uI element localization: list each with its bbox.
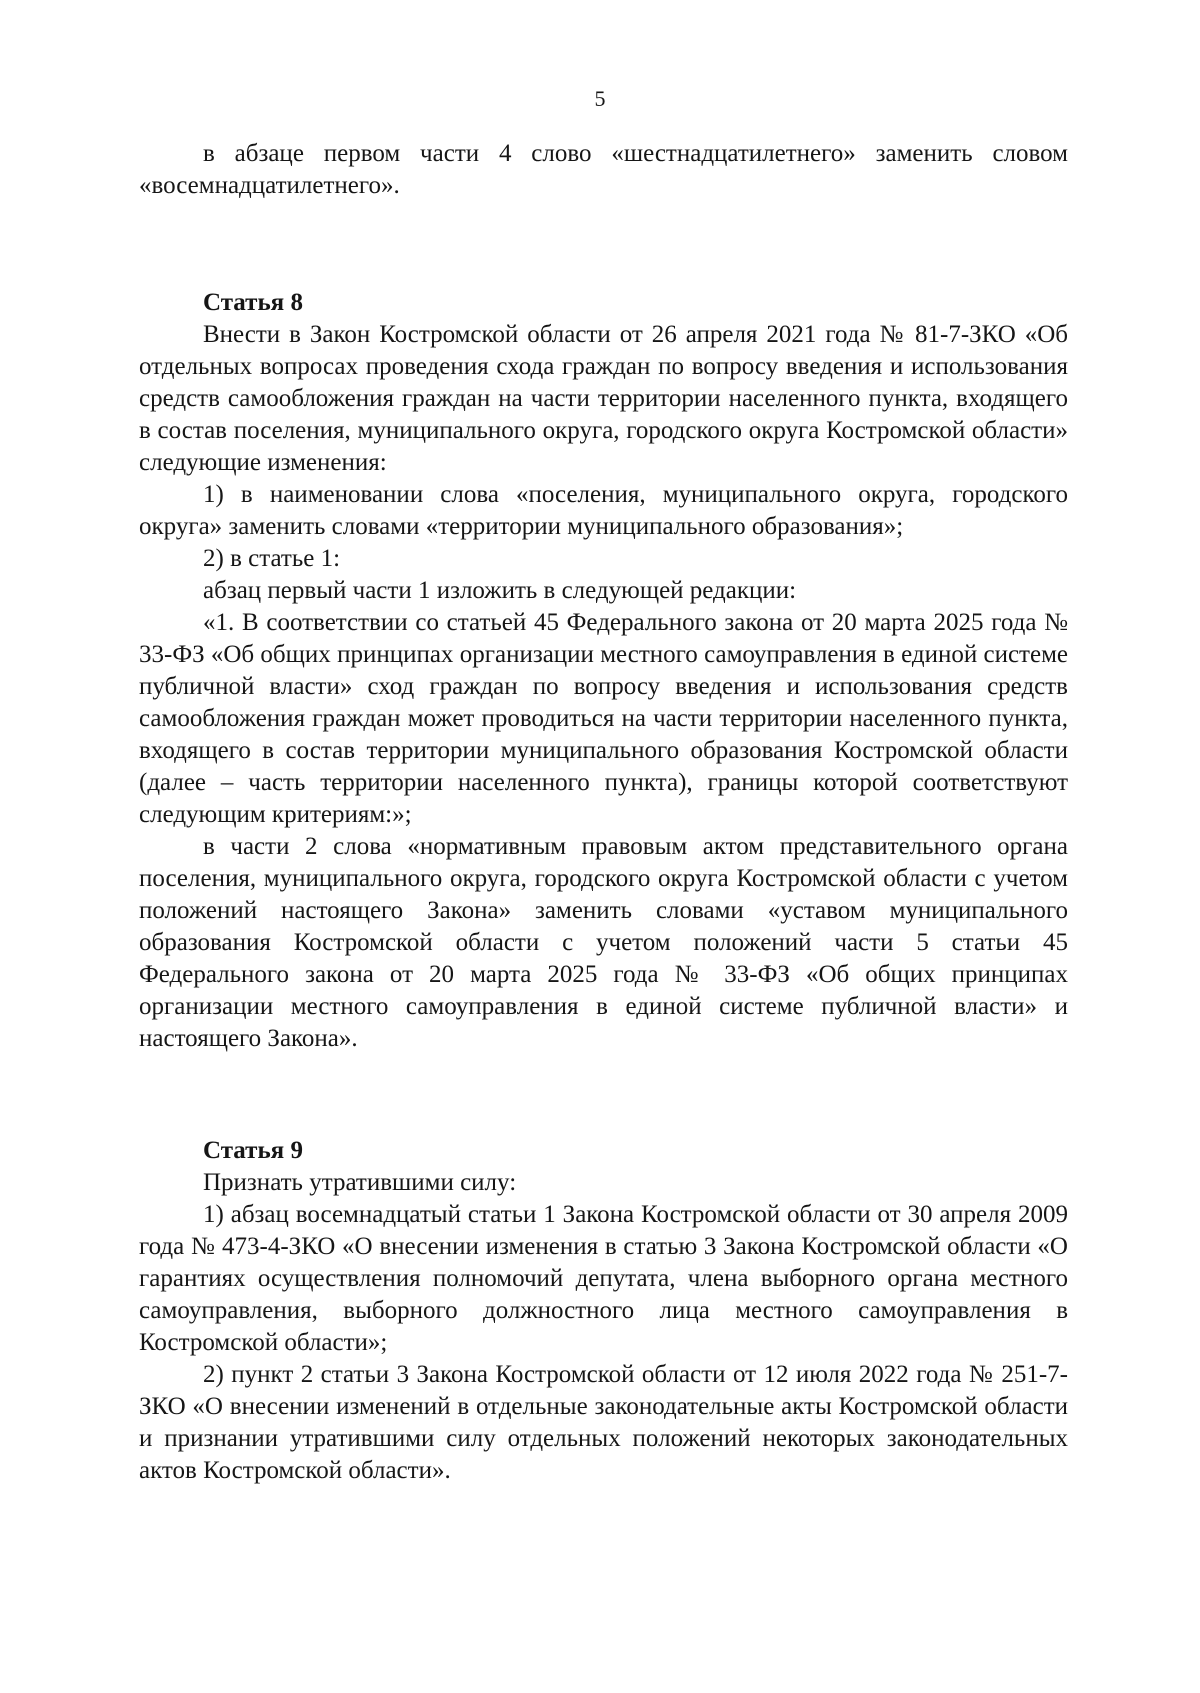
intro-paragraph: в абзаце первом части 4 слово «шестнадцатилетнего» заменить словом «восемнадцатилетнего». (139, 140, 1068, 199)
document-body (139, 138, 1068, 1487)
page-number: 5 (594, 86, 606, 111)
article-8-paragraph: абзац первый части 1 изложить в следующей редакции: (203, 577, 797, 604)
article-8-heading: Статья 8 (203, 289, 303, 316)
article-9-paragraph: 2) пункт 2 статьи 3 Закона Костромской области от 12 июля 2022 года № 251-7-ЗКО «О внесении изменений в отдельные законодательные акты Костромской области и признании утратившими силу отдельных положений некоторых законодательных актов Костромской области». (139, 1361, 1068, 1484)
article-8-paragraph: «1. В соответствии со статьей 45 Федерального закона от 20 марта 2025 года № 33-ФЗ «Об общих принципах организации местного самоуправления в единой системе публичной власти» сход граждан по вопросу введения и использования средств самообложения граждан может проводиться на части территории населенного пункта, входящего в состав территории муниципального образования Костромской области (далее – часть территории населенного пункта), границы которой соответствуют следующим критериям:»; (139, 609, 1068, 828)
article-9-paragraph: 1) абзац восемнадцатый статьи 1 Закона Костромской области от 30 апреля 2009 года № 473-4-ЗКО «О внесении изменения в статью 3 Закона Костромской области «О гарантиях осуществления полномочий депутата, члена выборного органа местного самоуправления, выборного должностного лица местного самоуправления в Костромской области»; (139, 1201, 1068, 1356)
article-8-paragraph: в части 2 слова «нормативным правовым актом представительного органа поселения, муниципального округа, городского округа Костромской области с учетом положений настоящего Закона» заменить словами «уставом муниципального образования Костромской области с учетом положений части 5 статьи 45 Федерального закона от 20 марта 2025 года № 33-ФЗ «Об общих принципах организации местного самоуправления в единой системе публичной власти» и настоящего Закона». (139, 833, 1068, 1052)
article-8 (139, 287, 1068, 1055)
article-9-heading: Статья 9 (203, 1137, 303, 1164)
article-8-paragraph: Внести в Закон Костромской области от 26 апреля 2021 года № 81-7-ЗКО «Об отдельных вопросах проведения схода граждан по вопросу введения и использования средств самообложения граждан на части территории населенного пункта, входящего в состав поселения, муниципального округа, городского округа Костромской области» следующие изменения: (139, 321, 1068, 476)
article-8-paragraph: 2) в статье 1: (203, 545, 341, 572)
article-8-paragraph: 1) в наименовании слова «поселения, муниципального округа, городского округа» заменить словами «территории муниципального образования»; (139, 481, 1068, 540)
article-9 (139, 1135, 1068, 1487)
article-9-paragraph: Признать утратившими силу: (203, 1169, 517, 1196)
